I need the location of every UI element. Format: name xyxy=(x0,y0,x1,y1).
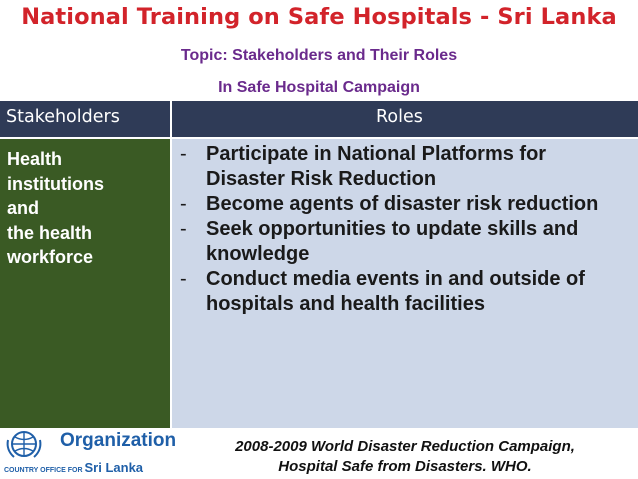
stakeholder-line: institutions xyxy=(7,173,104,194)
slide-title: National Training on Safe Hospitals - Sri Lanka xyxy=(21,4,617,30)
stakeholder-line: the health xyxy=(7,222,93,243)
caption-line-2: Hospital Safe from Disasters. WHO. xyxy=(278,458,532,475)
stakeholder-line: Health xyxy=(7,149,63,169)
column-divider xyxy=(170,101,172,428)
topic-line-2: In Safe Hospital Campaign xyxy=(218,79,420,96)
logo-organization: Organization xyxy=(60,430,177,451)
role-item xyxy=(180,142,630,192)
role-text: Become agents of disaster risk reduction xyxy=(206,193,599,215)
stakeholder-line: and xyxy=(7,198,40,218)
header-stakeholders: Stakeholders xyxy=(6,107,120,127)
un-emblem-icon xyxy=(4,430,50,462)
role-item xyxy=(180,267,630,317)
role-item xyxy=(180,192,630,217)
caption-line-1: 2008-2009 World Disaster Reduction Campaign, xyxy=(235,438,575,455)
role-text: Conduct media events in and outside of hospitals and health facilities xyxy=(206,268,585,315)
topic-line-1: Topic: Stakeholders and Their Roles xyxy=(180,47,458,64)
roles-list xyxy=(180,142,630,317)
header-roles: Roles xyxy=(376,107,423,127)
role-item xyxy=(180,217,630,267)
bullet-dash: - xyxy=(180,193,187,215)
bullet-dash: - xyxy=(180,143,187,165)
role-text: Seek opportunities to update skills and knowledge xyxy=(206,218,579,265)
logo-country-name: Sri Lanka xyxy=(84,460,144,475)
caption xyxy=(180,437,630,477)
role-text: Participate in National Platforms for Disaster Risk Reduction xyxy=(206,143,547,190)
header-divider xyxy=(0,137,638,139)
bullet-dash: - xyxy=(180,268,187,290)
who-logo xyxy=(0,430,177,479)
logo-country-prefix: COUNTRY OFFICE FOR xyxy=(4,467,83,474)
logo-country xyxy=(4,460,143,475)
stakeholder-line: workforce xyxy=(7,247,94,267)
stakeholder-text xyxy=(7,147,167,270)
bullet-dash: - xyxy=(180,218,187,240)
